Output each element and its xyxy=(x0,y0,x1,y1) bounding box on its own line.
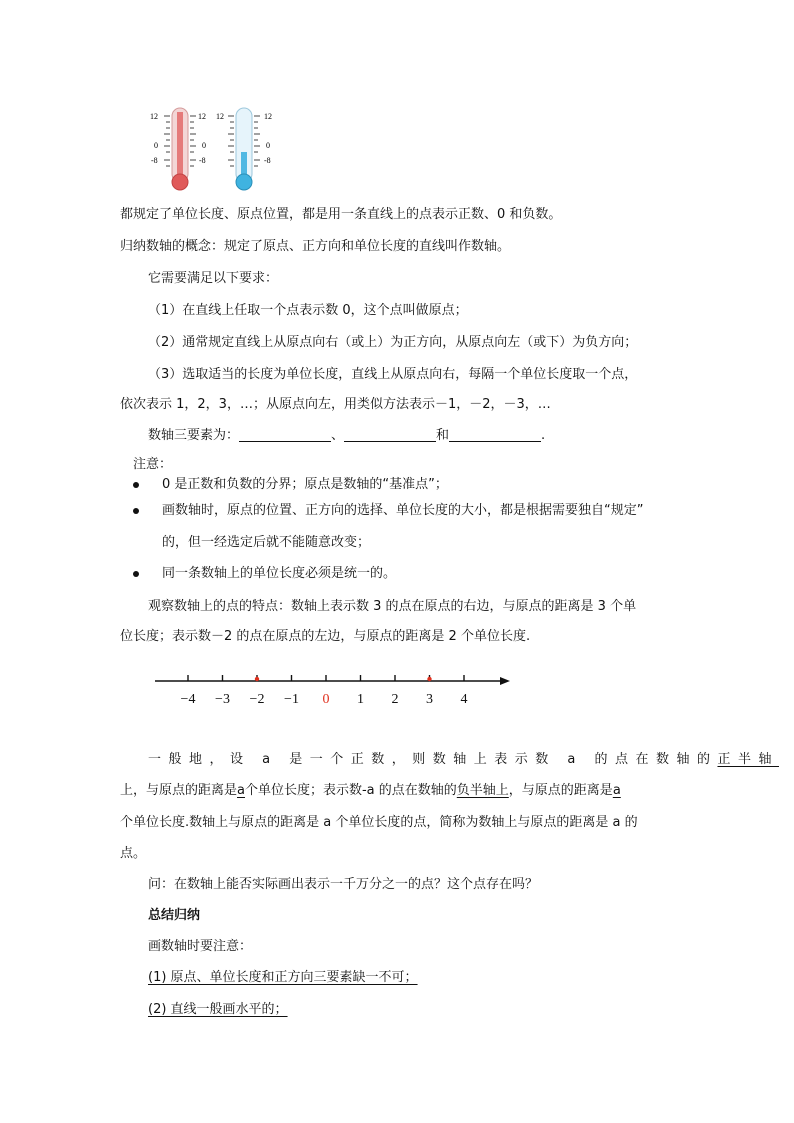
observe-line-2: 位长度；表示数－2 的点在原点的左边，与原点的距离是 2 个单位长度. xyxy=(120,629,531,644)
red-thermometer xyxy=(172,108,188,190)
bullet-2 xyxy=(133,508,139,514)
arrow-right-icon xyxy=(500,677,510,685)
three-elements-line xyxy=(148,427,545,445)
requirements-intro: 它需要满足以下要求： xyxy=(148,271,279,286)
bullet-3 xyxy=(133,571,139,577)
number-line-point xyxy=(427,677,431,681)
blank-1[interactable] xyxy=(239,427,331,442)
number-line-label: 0 xyxy=(322,692,330,707)
general-l1b: 正半轴 xyxy=(717,752,779,767)
general-l2e: ，与原点的距离是 xyxy=(508,783,613,798)
thermometers-figure xyxy=(148,104,280,194)
number-line-label: 1 xyxy=(357,692,364,707)
thermo-mid-label-12a: 12 xyxy=(198,112,206,121)
thermo-mid-label-0: 0 xyxy=(202,141,206,150)
general-l2b: a xyxy=(237,783,245,798)
red-thermometer-ticks-right xyxy=(190,116,196,166)
summary-item-1: (1) 原点、单位长度和正方向三要素缺一不可； xyxy=(148,970,418,985)
bullet-1 xyxy=(133,482,139,488)
number-line-label: 2 xyxy=(391,692,399,707)
thermo-right-label-m8: -8 xyxy=(264,156,271,165)
number-line-label: 3 xyxy=(426,692,433,707)
number-line-point xyxy=(255,677,259,681)
note-3: 同一条数轴上的单位长度必须是统一的。 xyxy=(162,566,397,581)
thermo-left-label-12: 12 xyxy=(150,112,158,121)
red-thermometer-ticks-left xyxy=(164,116,170,166)
question: 问：在数轴上能否实际画出表示一千万分之一的点？这个点存在吗？ xyxy=(148,877,539,892)
general-line-1 xyxy=(148,751,779,769)
general-l2c: 个单位长度；表示数-a 的点在数轴的 xyxy=(244,783,457,798)
general-line-2 xyxy=(120,782,621,800)
thermo-mid-label-m8: -8 xyxy=(199,156,206,165)
general-l1a: 一般地，设 a 是一个正数，则数轴上表示数 a 的点在数轴的 xyxy=(148,752,718,767)
summary-title: 总结归纳 xyxy=(148,908,201,923)
observe-line-1: 观察数轴上的点的特点：数轴上表示数 3 的点在原点的右边，与原点的距离是 3 个单 xyxy=(148,599,637,614)
number-line-figure xyxy=(150,668,515,712)
general-line-4: 点。 xyxy=(120,846,147,861)
thermo-left-label-0: 0 xyxy=(154,141,158,150)
requirement-3b: 依次表示 1，2，3，…；从原点向左，用类似方法表示－1，－2，－3，… xyxy=(120,397,551,412)
blue-thermometer xyxy=(236,108,252,190)
summary-item-2: (2) 直线一般画水平的； xyxy=(148,1002,288,1017)
requirement-2: （2）通常规定直线上从原点向右（或上）为正方向，从原点向左（或下）为负方向； xyxy=(148,335,638,350)
note-1: 0 是正数和负数的分界；原点是数轴的“基准点”； xyxy=(162,477,448,492)
requirement-1: （1）在直线上任取一个点表示数 0，这个点叫做原点； xyxy=(148,303,468,318)
thermo-right-label-12: 12 xyxy=(264,112,272,121)
number-line-label: 4 xyxy=(460,692,468,707)
three-elements-sep1: 、 xyxy=(331,428,345,443)
three-elements-prefix: 数轴三要素为： xyxy=(148,428,240,443)
thermo-right-label-0: 0 xyxy=(266,141,270,150)
general-l2a: 上，与原点的距离是 xyxy=(120,783,238,798)
summary-intro: 画数轴时要注意： xyxy=(148,939,253,954)
general-l2d: 负半轴上 xyxy=(456,783,509,798)
three-elements-sep2: 和 xyxy=(436,428,450,443)
number-line-concept: 归纳数轴的概念：规定了原点、正方向和单位长度的直线叫作数轴。 xyxy=(120,239,511,254)
requirement-3a: （3）选取适当的长度为单位长度，直线上从原点向右，每隔一个单位长度取一个点， xyxy=(148,367,638,382)
general-l2f: a xyxy=(612,783,621,798)
blank-3[interactable] xyxy=(449,427,541,442)
general-line-3: 个单位长度.数轴上与原点的距离是 a 个单位长度的点，简称为数轴上与原点的距离是 a 的 xyxy=(120,815,638,830)
number-line-label: −1 xyxy=(284,692,299,707)
thermo-mid-label-12b: 12 xyxy=(216,112,224,121)
thermo-left-label-m8: -8 xyxy=(151,156,158,165)
paragraph-units: 都规定了单位长度、原点位置，都是用一条直线上的点表示正数、0 和负数。 xyxy=(120,207,562,222)
note-2a: 画数轴时，原点的位置、正方向的选择、单位长度的大小，都是根据需要独自“规定” xyxy=(162,503,644,518)
number-line-label: −3 xyxy=(215,692,230,707)
blue-thermometer-ticks-left xyxy=(228,116,234,166)
note-title: 注意： xyxy=(133,457,173,472)
number-line-label: −4 xyxy=(180,692,196,707)
note-2b: 的，但一经选定后就不能随意改变； xyxy=(162,535,371,550)
three-elements-end: . xyxy=(541,428,546,443)
number-line-label: −2 xyxy=(249,692,265,707)
blue-thermometer-ticks-right xyxy=(254,116,260,166)
blank-2[interactable] xyxy=(344,427,436,442)
